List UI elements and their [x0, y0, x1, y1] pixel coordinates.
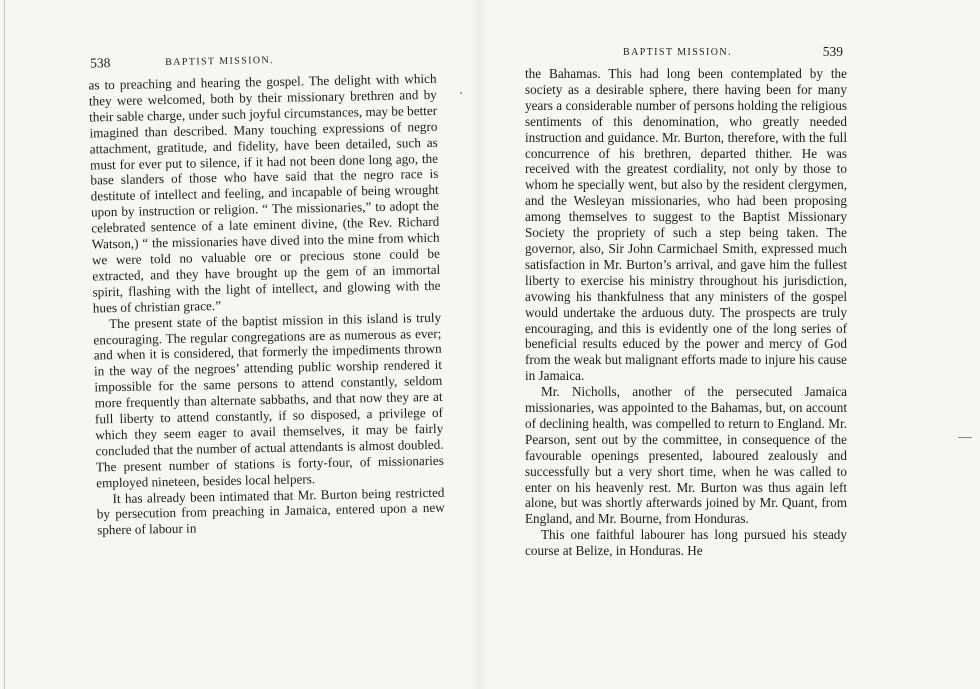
scan-speck	[460, 92, 462, 94]
right-page-number: 539	[822, 44, 843, 59]
right-paragraph-2: Mr. Nicholls, another of the persecuted Jamaica missionaries, was appointed to the Bahamas, but, on account of declining health, was compelled to return to England. Mr. Pearson, sent out by the committee, in consequence of the favourable openings presented, laboured zealously and successfully but a very short time, when he was called to enter on his heavenly rest. Mr. Burton was thus again left alone, but was shortly afterwards joined by Mr. Quant, from England, and Mr. Bourne, from Honduras.	[525, 384, 847, 527]
left-paragraph-3: It has already been intimated that Mr. Burton being restricted by persecution from preaching in Jamaica, entered upon a new sphere of labour in	[96, 484, 445, 538]
right-running-head: BAPTIST MISSION.	[623, 47, 732, 58]
left-page	[62, 49, 451, 539]
right-paragraph-1: the Bahamas. This had long been contemplated by the society as a desirable sphere, there having been for many years a considerable number of persons holding the religious sentiments of this denomination, who greatly needed instruction and guidance. Mr. Burton, therefore, with the full concurrence of his brethren, departed thither. He was received with the greatest cordiality, not only by those to whom he specially went, but also by the resident clergymen, and the Wesleyan missionaries, who had been proposing among themselves to suggest to the Baptist Missionary Society the propriety of such a step being taken. The governor, also, Sir John Carmichael Smith, expressed much satisfaction in Mr. Burton’s arrival, and gave him the fullest liberty to exercise his ministry throughout his jurisdiction, avowing his thankfulness that any ministers of the gospel would undertake the arduous duty. The prospects are truly encouraging, and this is evidently one of the long series of beneficial results educed by the power and mercy of God from the weak but malignant efforts made to injure his cause in Jamaica.	[525, 66, 847, 384]
left-page-number: 538	[89, 55, 111, 71]
right-paragraph-3: This one faithful labourer has long pursued his steady course at Belize, in Honduras. He	[525, 527, 847, 559]
book-gutter	[470, 0, 488, 689]
left-paragraph-2: The present state of the baptist mission in this island is truly encouraging. The regular congregations are as numerous as ever; and when it is considered, that formerly the impediments thrown in the way of the negroes’ attending public worship rendered it impossible for the same persons to attend constantly, seldom more frequently than alternate sabbaths, and that now they are at full liberty to attend constantly, if so disposed, a privilege of which they seem eager to avail themselves, it may be fairly concluded that the number of actual attendants is almost doubled. The present number of stations is forty-four, of missionaries employed nineteen, besides local helpers.	[93, 309, 444, 491]
right-page-header	[525, 44, 851, 66]
right-page	[525, 44, 851, 559]
left-page-body	[88, 71, 445, 539]
right-page-body	[525, 66, 847, 559]
margin-mark	[958, 437, 972, 438]
left-paragraph-1: as to preaching and hearing the gospel. The delight with which they were welcomed, both by their missionary brethren and by their sable charge, under such joyful circumstances, may be better imagined than described. Many touching expressions of negro attachment, gratitude, and fidelity, have been detailed, such as must for ever put to silence, if it had not been done long ago, the base slanders of those who have said that the negro race is destitute of intellect and feeling, and incapable of being wrought upon by instruction or religion. “ The missionaries,” to adopt the celebrated sentence of a late eminent divine, (the Rev. Richard Watson,) “ the missionaries have dived into the mine from which we were told no valuable ore or precious stone could be extracted, and they have brought up the gem of an immortal spirit, flashing with the light of intellect, and glowing with the hues of christian grace.”	[88, 70, 441, 316]
left-running-head: BAPTIST MISSION.	[165, 54, 275, 69]
page-edge	[4, 0, 5, 689]
